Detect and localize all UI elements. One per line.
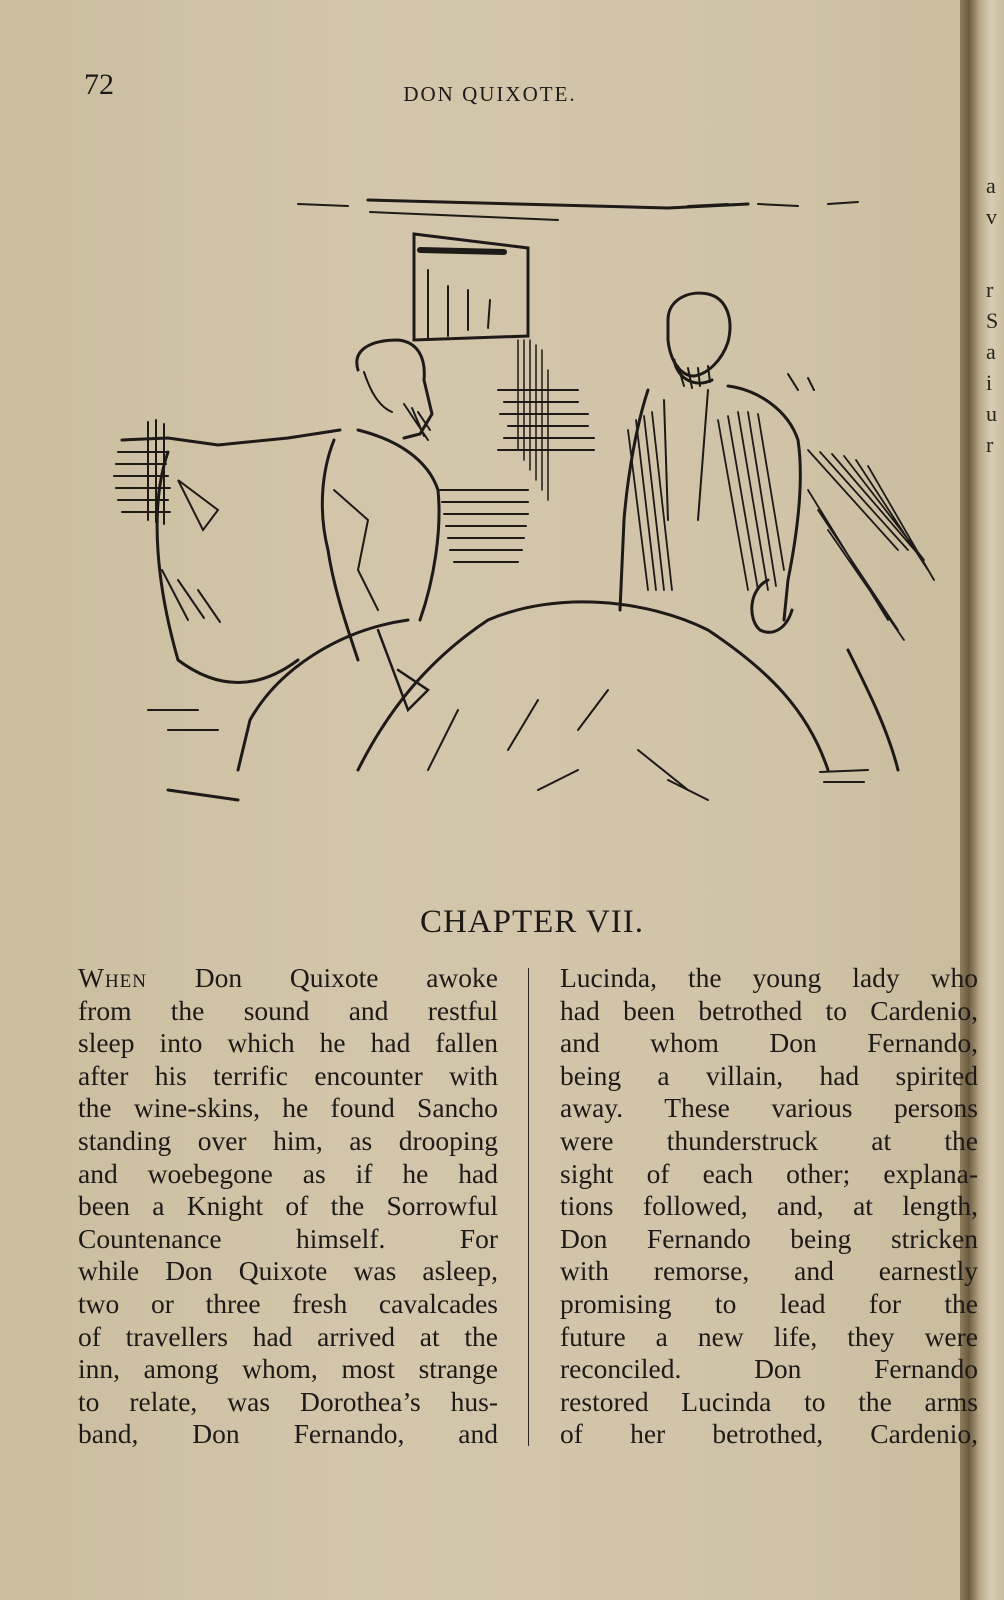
- text-line: from the sound and restful: [78, 994, 498, 1026]
- text-line: of travellers had arrived at the: [78, 1320, 498, 1352]
- text-line: two or three fresh cavalcades: [78, 1287, 498, 1319]
- facing-page-fragment: a v r S a i u r: [986, 173, 999, 457]
- text-line: restored Lucinda to the arms: [560, 1385, 978, 1417]
- text-column-right: [560, 962, 978, 1451]
- text-line: of her betrothed, Cardenio,: [560, 1418, 978, 1450]
- text-line: inn, among whom, most strange: [78, 1353, 498, 1385]
- text-column-left: [78, 962, 498, 1451]
- text-line: and whom Don Fernando,: [560, 1027, 978, 1059]
- text-line: while Don Quixote was asleep,: [78, 1255, 498, 1287]
- column-divider: [528, 968, 529, 1446]
- text-line: future a new life, they were: [560, 1320, 978, 1352]
- page-number: 72: [84, 68, 114, 101]
- engraving-illustration: [108, 190, 950, 850]
- text-line: Lucinda, the young lady who: [560, 962, 978, 993]
- text-line: and woebegone as if he had: [78, 1157, 498, 1189]
- text-line: standing over him, as drooping: [78, 1124, 498, 1156]
- text-line: Countenance himself. For: [78, 1222, 498, 1254]
- text-line: were thunderstruck at the: [560, 1124, 978, 1156]
- text-line: away. These various persons: [560, 1092, 978, 1124]
- text-line: reconciled. Don Fernando: [560, 1353, 978, 1385]
- text-line: been a Knight of the Sorrowful: [78, 1190, 498, 1222]
- text-line: had been betrothed to Cardenio,: [560, 994, 978, 1026]
- text-line: being a villain, had spirited: [560, 1059, 978, 1091]
- text-line: after his terrific encounter with: [78, 1059, 498, 1091]
- text-line: tions followed, and, at length,: [560, 1190, 978, 1222]
- text-line: sight of each other; explana-: [560, 1157, 978, 1189]
- text-line: the wine-skins, he found Sancho: [78, 1092, 498, 1124]
- text-line: promising to lead for the: [560, 1287, 978, 1319]
- chapter-title: CHAPTER VII.: [419, 904, 645, 940]
- text-line: When Don Quixote awoke: [78, 962, 498, 993]
- text-line: to relate, was Dorothea’s hus-: [78, 1385, 498, 1417]
- running-title: DON QUIXOTE.: [403, 82, 577, 106]
- text-line: band, Don Fernando, and: [78, 1418, 498, 1450]
- text-line: Don Fernando being stricken: [560, 1222, 978, 1254]
- text-line: sleep into which he had fallen: [78, 1027, 498, 1059]
- drop-word: When: [78, 962, 148, 993]
- text-line: with remorse, and earnestly: [560, 1255, 978, 1287]
